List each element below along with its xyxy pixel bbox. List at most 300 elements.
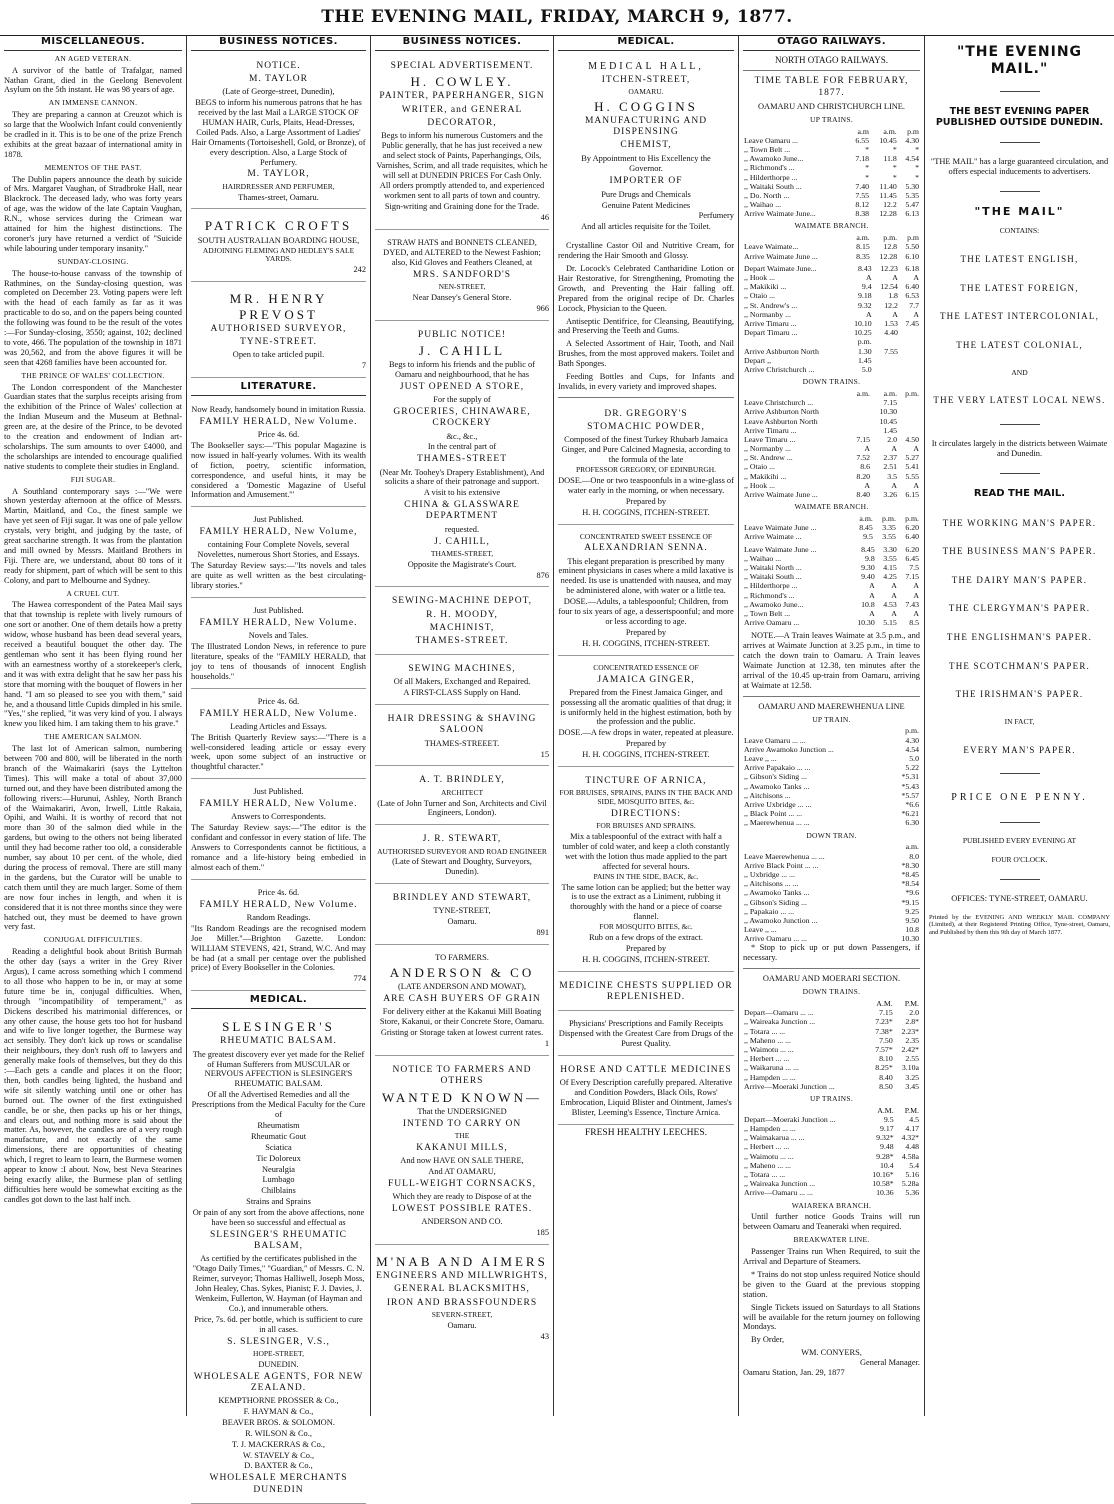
timetable-cell: 8.6 bbox=[860, 462, 871, 472]
timetable-cell: ,, Do. North ... bbox=[744, 190, 790, 200]
ad-text: The same lotion can be applied; but the better way is to use the extract as a Liniment, rubbing it thoroughly with the hand or a piece of coarse flannel. bbox=[561, 882, 731, 922]
timetable-note: NOTE.—A Train leaves Waimate at 3.5 p.m., and arrives at Waimate Junction at 3.25 p.m., in time to catch the down train to Oamaru. A Train leaves Waimate Junction at 12.38, ten minutes after the arrival of the 10.45 up-train from Oamaru, arriving at Waimate at 12.58. bbox=[743, 631, 920, 690]
timetable-cell: 6.55 bbox=[855, 135, 869, 145]
railway-notes bbox=[743, 1270, 920, 1332]
timetable-cell: 7.57* bbox=[875, 1044, 893, 1054]
section-heading: OTAGO RAILWAYS. bbox=[743, 36, 920, 51]
timetable-cell: 4.54 bbox=[905, 154, 919, 164]
timetable-cell: ,, Maheno ... ... bbox=[744, 1035, 791, 1045]
mail-offices: OFFICES: TYNE-STREET, OAMARU. bbox=[951, 893, 1088, 903]
timetable-cell: p.m. bbox=[905, 388, 919, 398]
timetable-cell: Arrive Timaru ... bbox=[744, 425, 797, 435]
timetable-cell: Arrive Waimate ... bbox=[744, 532, 802, 542]
article-text: A Southland contemporary says :—"We were shown yesterday afternoon at the office of Messrs. Martin, Maitland, and Co., the finest sample we have yet seen of Fiji sugar. It was one of pale yellow crystals, very bright, and judging by the taste, of great saccharine strength. It was from the plantation and mill owned by Messrs. Maitland Brothers in Fiji. There are, we understand, about 80 tons of it ready for shipment, part of which will be sent to this Colony, and part to Melbourne and Sydney. bbox=[4, 486, 182, 585]
timetable-cell: a.m. bbox=[859, 514, 873, 524]
timetable-cell bbox=[849, 426, 871, 435]
timetable-row bbox=[743, 252, 920, 261]
timetable-cell: 7.38* bbox=[875, 1026, 893, 1036]
timetable-row bbox=[743, 1045, 920, 1054]
ad-text: CHEMIST, bbox=[620, 140, 672, 151]
timetable-cell: ,, Herbert ... ... bbox=[744, 1142, 790, 1152]
timetable-cell: ,, Papakaio ... ... bbox=[744, 906, 795, 916]
timetable-cell: p.m. bbox=[883, 233, 898, 243]
timetable-cell: 10.30 bbox=[879, 407, 898, 417]
timetable-cell: 8.43 bbox=[858, 263, 872, 273]
timetable-cell: 8.40 bbox=[879, 1072, 893, 1082]
ad-text: And AT OAMARU, bbox=[428, 1166, 496, 1176]
timetable-cell: A bbox=[913, 309, 919, 319]
timetable-cell: 9.28* bbox=[876, 1151, 894, 1161]
timetable-cell: ,, Waitaki South ... bbox=[744, 181, 802, 191]
mail-text: AND bbox=[1011, 367, 1028, 377]
timetable-cell: A bbox=[891, 581, 897, 591]
ad-text: This elegant preparation is prescribed by many eminent physicians in cases where a mild laxative is needed. Its use is unattended with nausea, and may be administered alone, with water or a little tea. bbox=[558, 556, 734, 596]
ad-text: Of all the Advertised Remedies and all the Prescriptions from the Medical Faculty for the Cure of bbox=[191, 1090, 366, 1120]
timetable-cell: p.m. bbox=[882, 514, 896, 524]
timetable-row bbox=[743, 444, 920, 453]
timetable-waimate-branch bbox=[743, 233, 920, 261]
mail-imprint: Printed by the EVENING AND WEEKLY MAIL COMPANY (Limited), at their Registered Printing Office, Tyne-street, Oamaru, and Published by them this 9th day of March 1877. bbox=[929, 913, 1110, 936]
timetable-cell bbox=[743, 337, 846, 346]
timetable-cell: a.m. bbox=[856, 233, 870, 243]
timetable-row bbox=[743, 842, 920, 851]
timetable-row bbox=[743, 800, 920, 809]
timetable-row bbox=[743, 532, 920, 541]
timetable-cell: *9.6 bbox=[905, 888, 919, 898]
timetable-cell: ,, Hampden ... ... bbox=[744, 1124, 796, 1134]
timetable-cell bbox=[898, 398, 920, 407]
timetable-cell: Arrive—Moeraki Junction ... bbox=[744, 1081, 835, 1091]
timetable-cell: A bbox=[913, 590, 919, 600]
timetable-cell: 4.32* bbox=[901, 1133, 919, 1143]
timetable-cell: 8.25* bbox=[875, 1063, 893, 1073]
ad-title: FAMILY HERALD, New Volume. bbox=[199, 617, 358, 628]
ad-text: GROCERIES, CHINAWARE, CROCKERY bbox=[393, 407, 531, 429]
timetable-moeraki-up bbox=[743, 1106, 920, 1198]
ad-address: TYNE-STREET. bbox=[240, 337, 317, 348]
timetable-cell: 12.2 bbox=[883, 200, 897, 210]
timetable-cell: 4.17 bbox=[905, 1124, 919, 1134]
ad-text: Answers to Correspondents. bbox=[231, 812, 326, 822]
timetable-row bbox=[743, 145, 920, 154]
timetable-cell: 12.8 bbox=[883, 242, 898, 252]
ad-address: Oamaru. bbox=[447, 917, 477, 927]
ad-text: (LATE ANDERSON AND MOWAT), bbox=[398, 982, 526, 992]
timetable-cell: ,, Town Belt ... bbox=[744, 608, 791, 618]
timetable-cell: ,, Maerewhenua ... ... bbox=[744, 818, 810, 828]
ad-signature: S. SLESINGER, V.S., bbox=[227, 1336, 330, 1347]
timetable-cell: a.m. bbox=[883, 126, 897, 136]
timetable-cell: ,, Hilderthorpe ... bbox=[744, 172, 798, 182]
ad-text: Just Published. bbox=[253, 606, 304, 615]
timetable-cell: 10.30 bbox=[901, 934, 919, 944]
timetable-cell: 5.15 bbox=[883, 618, 897, 628]
timetable-cell: 5.30 bbox=[905, 181, 919, 191]
timetable-row bbox=[743, 273, 920, 282]
timetable-row bbox=[743, 554, 920, 563]
timetable-cell: A bbox=[864, 444, 871, 454]
timetable-cell: 4.30 bbox=[905, 735, 919, 745]
timetable-cell: 10.58* bbox=[872, 1179, 894, 1189]
timetable-cell: ,, Totara ... ... bbox=[744, 1026, 786, 1036]
timetable-cell: A bbox=[869, 608, 875, 618]
advertisement-crofts bbox=[191, 212, 366, 282]
mail-papers-item: THE DAIRY MAN'S PAPER. bbox=[951, 574, 1088, 585]
timetable-note: * Stop to pick up or put down Passengers, if necessary. bbox=[743, 943, 920, 963]
timetable-cell: A bbox=[891, 444, 898, 454]
timetable-cell bbox=[743, 726, 889, 735]
timetable-cell: a.m. bbox=[883, 388, 898, 398]
ad-title: HORSE AND CATTLE MEDICINES bbox=[560, 1064, 732, 1075]
ad-address: DUNEDIN. bbox=[258, 1359, 299, 1369]
ailment-item: Lumbago bbox=[262, 1175, 295, 1185]
timetable-cell bbox=[898, 426, 920, 435]
ad-text: MACHINIST, bbox=[429, 622, 495, 633]
timetable-cell: Leave Christchurch ... bbox=[744, 398, 814, 408]
timetable-cell: 10.45 bbox=[879, 416, 898, 426]
timetable-cell: ,, Hook ... bbox=[744, 273, 775, 283]
timetable-cell: 10.30 bbox=[857, 618, 875, 628]
timetable-cell: Arrive—Oamaru ... ... bbox=[744, 1188, 813, 1198]
mail-contents-list bbox=[929, 254, 1110, 350]
divider bbox=[1000, 91, 1040, 92]
timetable-cell: A bbox=[913, 480, 919, 490]
timetable-row bbox=[743, 182, 920, 191]
ad-title: HAIR DRESSING & SHAVING SALOON bbox=[387, 714, 537, 736]
agent-item: D. BAXTER & Co., bbox=[244, 1461, 313, 1471]
timetable-cell: Depart ,, bbox=[744, 355, 772, 365]
ad-text: Mix a tablespoonful of the extract with half a tumbler of cold water, and keep a cloth constantly wet with the lotion thus made applied to the part affected for several hours. bbox=[562, 832, 730, 871]
timetable-cell: A bbox=[892, 273, 898, 283]
timetable-cell bbox=[899, 337, 920, 346]
timetable-cell: Arrive Papakaio ... ... bbox=[744, 763, 811, 773]
timetable-cell bbox=[873, 356, 899, 365]
timetable-cell: ,, Hilderthorpe ... bbox=[744, 581, 798, 591]
ad-name: A. T. BRINDLEY, bbox=[419, 775, 505, 786]
ad-text: The greatest discovery ever yet made for the Relief of Human Sufferers from MUSCULAR or NERVOUS AFFECTION is SLESINGER'S RHEUMATIC BALSAM. bbox=[192, 1049, 365, 1089]
timetable-down-trains bbox=[743, 389, 920, 499]
mail-contents-item: THE LATEST INTERCOLONIAL, bbox=[939, 311, 1100, 322]
timetable-cell: 2.42* bbox=[901, 1044, 919, 1054]
timetable-cell: 8.5 bbox=[909, 618, 919, 628]
timetable-row bbox=[743, 1008, 920, 1017]
timetable-row bbox=[743, 818, 920, 827]
timetable-cell: 2.8* bbox=[905, 1017, 919, 1027]
timetable-cell bbox=[743, 1106, 864, 1115]
timetable-cell: Leave Waimate June ... bbox=[744, 544, 817, 554]
timetable-cell: ,, Awamoko Junction ... bbox=[744, 915, 818, 925]
divider bbox=[1000, 424, 1040, 425]
timetable-cell: *9.15 bbox=[901, 897, 919, 907]
advertisement-moody bbox=[375, 590, 549, 655]
mail-contents-item: THE VERY LATEST LOCAL NEWS. bbox=[933, 395, 1106, 406]
timetable-maerewhenua-up bbox=[743, 726, 920, 827]
ad-number: 966 bbox=[536, 303, 549, 313]
timetable-cell: 12.54 bbox=[880, 282, 898, 292]
timetable-note: Until further notice Goods Trains will run between Oamaru and Teaneraki when required. bbox=[743, 1212, 920, 1232]
timetable-cell: Arrive Christchurch ... bbox=[744, 364, 815, 374]
article-text: They are preparing a cannon at Creuzot which is so large that the Woolwich Infant could conveniently be cradled in it. This is to be one of the prize French exhibits at the great bazaar of international amity in 1878. bbox=[4, 110, 182, 159]
timetable-row bbox=[743, 1073, 920, 1082]
timetable-cell: 7.15 bbox=[879, 1008, 893, 1018]
timetable-cell: 7.50 bbox=[879, 1035, 893, 1045]
timetable-row bbox=[743, 426, 920, 435]
timetable-cell: Leave Timaru ... bbox=[744, 434, 796, 444]
timetable-subhead: UP TRAIN. bbox=[812, 714, 851, 724]
ad-number: 774 bbox=[353, 974, 366, 984]
mail-price: PRICE ONE PENNY. bbox=[951, 792, 1088, 804]
timetable-cell: 3.5 bbox=[887, 471, 898, 481]
section-heading: MISCELLANEOUS. bbox=[4, 36, 182, 51]
ad-text: Prepared from the Finest Jamaica Ginger, and possessing all the aromatic qualities of that drug; it is uniformly held in the highest estimation, both by the profession and the public. bbox=[560, 687, 732, 727]
timetable-cell: Leave Ashburton North bbox=[744, 416, 818, 426]
timetable-cell: p.m. bbox=[905, 514, 919, 524]
timetable-cell: 9.40 bbox=[861, 572, 875, 582]
timetable-row bbox=[743, 242, 920, 251]
ad-title: WANTED KNOWN— bbox=[382, 1089, 542, 1105]
ad-text: DECORATOR, bbox=[427, 117, 497, 128]
ad-text: Opposite the Magistrate's Court. bbox=[407, 559, 517, 569]
timetable-cell: 8.45 bbox=[861, 544, 875, 554]
advertisement-wanted bbox=[375, 1059, 549, 1245]
ad-text: SOUTH AUSTRALIAN BOARDING HOUSE, bbox=[197, 235, 360, 245]
timetable-row bbox=[743, 879, 920, 888]
timetable-cell: P.M. bbox=[904, 999, 919, 1008]
timetable-row bbox=[743, 545, 920, 554]
timetable-cell: 6.40 bbox=[905, 532, 919, 542]
timetable-row bbox=[743, 736, 920, 745]
agent-item: F. HAYMAN & Co., bbox=[243, 1406, 314, 1416]
timetable-cell: 1.53 bbox=[884, 318, 898, 328]
timetable-cell: 8.38 bbox=[855, 209, 869, 219]
section-heading: LITERATURE. bbox=[191, 381, 366, 396]
timetable-row bbox=[743, 1152, 920, 1161]
ad-title: DR. GREGORY'S bbox=[604, 408, 688, 419]
timetable-cell: Leave Waimate June ... bbox=[744, 523, 817, 533]
timetable-cell: A bbox=[866, 273, 872, 283]
timetable-cell: 9.8 bbox=[864, 553, 875, 563]
timetable-title: TIME TABLE FOR FEBRUARY, 1877. bbox=[754, 76, 909, 98]
ailment-item: Rheumatism bbox=[257, 1120, 300, 1130]
ad-signature: M. TAYLOR, bbox=[247, 169, 310, 180]
timetable-cell: 7.23* bbox=[875, 1017, 893, 1027]
timetable-moeraki-down bbox=[743, 999, 920, 1091]
ailment-item: Chilblains bbox=[261, 1186, 296, 1196]
timetable-row bbox=[743, 1036, 920, 1045]
timetable-cell: Depart Waimate June... bbox=[744, 263, 817, 273]
timetable-row bbox=[743, 163, 920, 172]
ad-text: JUST OPENED A STORE, bbox=[399, 382, 525, 393]
ad-text: The Illustrated London News, in reference to pure literature, speaks of the "FAMILY HERALD, that joy to tens of thousands of innocent English households." bbox=[191, 642, 366, 681]
ad-title: STOMACHIC POWDER, bbox=[587, 422, 705, 433]
timetable-cell: Arrive Awamoko Junction ... bbox=[744, 744, 834, 754]
timetable-cell: 8.20 bbox=[856, 471, 871, 481]
timetable-cell bbox=[898, 417, 920, 426]
ad-text: In the central part of bbox=[427, 442, 497, 452]
ad-name: MR. HENRY PREVOST bbox=[229, 291, 328, 322]
ad-text: KAKANUI MILLS, bbox=[416, 1142, 508, 1153]
ad-text: Leading Articles and Essays. bbox=[230, 721, 327, 731]
ad-text: Prepared by bbox=[625, 496, 667, 506]
article-text: A survivor of the battle of Trafalgar, named Nathan Grant, died in the Geelong Benevolent Asylum on the 5th instant. He was 98 years of age. bbox=[4, 65, 182, 95]
timetable-cell: 10.45 bbox=[879, 135, 897, 145]
article-text: The house-to-house canvass of the township of Rathmines, on the Sunday-closing question, was completed on December 23. Voting papers were left with the head of each family as far as it was practicable to do so, and on the papers being counted the following was found to be the result of the votes :—For Sunday-closing, 3550; against, 102; declined to vote, 466. The population of the township in 1871 was 20,562, and from the above figures it will be seen that 4268 families have been accounted for. bbox=[4, 268, 182, 367]
ad-text: Now Ready, handsomely bound in imitation Russia. bbox=[191, 404, 366, 414]
timetable-cell: 4.50 bbox=[905, 434, 919, 444]
article-title: CONJUGAL DIFFICULTIES. bbox=[43, 935, 143, 945]
product-item: Dr. Locock's Celebrated Cantharidine Lotion or Hair Restorative, for Strengthening, Promoting the Growth, and Preventing the Hair falling off. Prepared from the original recipe of Dr. Charles Locock, Physician to the Queen. bbox=[558, 264, 734, 313]
timetable-cell: 5.28a bbox=[901, 1179, 919, 1189]
timetable-cell: p.m. bbox=[857, 337, 872, 347]
divider bbox=[1000, 822, 1040, 823]
timetable-cell: ,, Waihao ... bbox=[744, 553, 782, 563]
timetable-cell: ,, Waimotu ... ... bbox=[744, 1044, 794, 1054]
timetable-cell: 1.45 bbox=[883, 425, 898, 435]
timetable-cell: Arrive Ashburton North bbox=[744, 346, 819, 356]
ad-text: (Late of George-street, Dunedin), bbox=[222, 87, 335, 97]
mail-contents-item: THE LATEST COLONIAL, bbox=[956, 339, 1083, 350]
advertisement-prescriptions bbox=[558, 1014, 734, 1056]
timetable-cell: ,, Waihao ... bbox=[744, 200, 782, 210]
mail-papers-list bbox=[929, 518, 1110, 700]
ad-text: ARCHITECT bbox=[440, 787, 484, 797]
ad-text: The Bookseller says:—"This popular Magazine is now issued in half-yearly volumes. With its wealth of fiction, poetry, scientific information, correspondence, and useful hints, it may be considered a 'Domestic Magazine of Useful Information and Amusement.'" bbox=[191, 440, 366, 500]
timetable-cell: Depart Timaru ... bbox=[744, 328, 798, 338]
timetable-cell: ,, Totara ... ... bbox=[744, 1170, 786, 1180]
timetable-subhead: DOWN TRAN. bbox=[806, 830, 857, 840]
ad-text: GENERAL BLACKSMITHS, bbox=[394, 1284, 530, 1295]
divider bbox=[743, 968, 920, 969]
timetable-subhead: WAIAREKA BRANCH. bbox=[791, 1200, 872, 1210]
timetable-row bbox=[743, 1179, 920, 1188]
column-medical bbox=[554, 36, 738, 1416]
timetable-cell: Leave ,, ... bbox=[744, 925, 777, 935]
product-list bbox=[558, 241, 734, 392]
timetable-cell: ,, Aitchisons ... bbox=[744, 790, 791, 800]
timetable-cell: 9.48 bbox=[880, 1142, 894, 1152]
timetable-cell: A bbox=[913, 581, 919, 591]
timetable-row bbox=[743, 328, 920, 337]
timetable-row bbox=[743, 1133, 920, 1142]
timetable-row bbox=[743, 319, 920, 328]
timetable-row bbox=[743, 572, 920, 581]
timetable-cell: 7.52 bbox=[856, 453, 871, 463]
timetable-subhead: WAIMATE BRANCH. bbox=[794, 221, 869, 231]
ad-text: "Its Random Readings are the recognised modern Joe Miller."—Brighton Gazette. London: WILLIAM STEVENS, 421, Strand, W.C. And may be had (at a small per centage over the published price) of Every Bookseller in the Colonies. bbox=[191, 923, 366, 973]
timetable-cell: ,, Normanby ... bbox=[744, 444, 791, 454]
timetable-row bbox=[743, 916, 920, 925]
ad-text: FOR BRUISES, SPRAINS, PAINS IN THE BACK AND SIDE, MOSQUITO BITES, &c. bbox=[559, 788, 733, 807]
article-title: A CRUEL CUT. bbox=[66, 588, 120, 598]
timetable-cell: 10.8 bbox=[861, 599, 875, 609]
timetable-cell: Arrive Waimate June... bbox=[744, 209, 816, 219]
advertisement-taylor bbox=[191, 55, 366, 210]
timetable-cell: 7.43 bbox=[905, 599, 919, 609]
ad-text: STRAW HATS and BONNETS CLEANED, DYED, and ALTERED to the Newest Fashion; also, Kid Gloves and Feathers Cleaned, at bbox=[383, 238, 541, 267]
ad-notice: NOTICE. bbox=[256, 60, 301, 71]
timetable-cell: Leave Oamaru ... ... bbox=[744, 735, 806, 745]
advertisement-cowley bbox=[375, 55, 549, 230]
timetable-cell: ,, Aitchisons ... ... bbox=[744, 879, 799, 889]
ad-text: CHINA & GLASSWARE DEPARTMENT bbox=[404, 500, 520, 522]
timetable-row bbox=[743, 481, 920, 490]
mail-papers-item: THE WORKING MAN'S PAPER. bbox=[942, 517, 1097, 528]
mail-text: FOUR O'CLOCK. bbox=[991, 854, 1048, 864]
mail-title: "THE MAIL" bbox=[974, 205, 1065, 219]
mail-tagline: THE BEST EVENING PAPER PUBLISHED OUTSIDE DUNEDIN. bbox=[935, 106, 1104, 129]
ad-text: The British Quarterly Review says:—"There is a well-considered leading article or essay every week, upon some subject of an instructive or thoughtful character." bbox=[191, 732, 366, 772]
timetable-subhead: UP TRAINS. bbox=[809, 1093, 853, 1103]
timetable-cell: 5.47 bbox=[905, 200, 919, 210]
timetable-cell: 3.10a bbox=[901, 1063, 919, 1073]
ad-text: DOSE.—Adults, a tablespoonful; Children, from four to six years of age, a dessertspoonful; and more or less according to age. bbox=[558, 597, 734, 626]
timetable-row bbox=[743, 934, 920, 943]
timetable-cell: 2.37 bbox=[883, 453, 898, 463]
divider bbox=[558, 397, 734, 398]
timetable-row bbox=[743, 398, 920, 407]
ad-address: THAMES-STREET bbox=[416, 454, 508, 465]
timetable-row bbox=[743, 726, 920, 735]
ad-title: FAMILY HERALD, New Volume. bbox=[199, 708, 358, 719]
mail-title: "THE EVENING MAIL." bbox=[956, 44, 1083, 77]
timetable-row bbox=[743, 618, 920, 627]
timetable-cell: 10.8 bbox=[905, 925, 919, 935]
timetable-cell: Arrive Black Point ... ... bbox=[744, 860, 819, 870]
ad-number: 1 bbox=[544, 1039, 549, 1049]
railway-title: NORTH OTAGO RAILWAYS. bbox=[775, 54, 888, 65]
divider bbox=[1000, 879, 1040, 880]
timetable-row bbox=[743, 609, 920, 618]
literature-ad bbox=[191, 782, 366, 880]
timetable-cell bbox=[743, 127, 848, 136]
masthead: THE EVENING MAIL, FRIDAY, MARCH 9, 1877. bbox=[321, 7, 793, 27]
article-title: AN AGED VETERAN. bbox=[54, 53, 132, 63]
timetable-cell: ,, Awamoko Tanks ... bbox=[744, 888, 810, 898]
timetable-row bbox=[743, 1188, 920, 1197]
timetable-cell: 5.16 bbox=[905, 1170, 919, 1180]
timetable-cell: Leave ,, ... bbox=[744, 754, 777, 764]
ad-text: IRON AND BRASSFOUNDERS bbox=[386, 1297, 538, 1308]
ad-text: The Saturday Review says:—"Its novels and tales are quite as well written as the best circulating-library stories." bbox=[191, 561, 366, 591]
article-title: THE PRINCE OF WALES' COLLECTION. bbox=[21, 370, 165, 380]
timetable-cell: A bbox=[891, 590, 897, 600]
timetable-cell: ,, Awamoko June... bbox=[744, 154, 804, 164]
timetable-maerewhenua-down bbox=[743, 842, 920, 943]
ad-title: JAMAICA GINGER, bbox=[597, 674, 695, 685]
ad-text: LOWEST POSSIBLE RATES. bbox=[391, 1203, 533, 1214]
timetable-row bbox=[743, 1161, 920, 1170]
timetable-cell: 3.25 bbox=[905, 1072, 919, 1082]
advertisement-stewart bbox=[375, 828, 549, 884]
ad-number: 7 bbox=[361, 361, 366, 371]
ad-text: By Appointment to His Excellency the bbox=[581, 153, 711, 163]
timetable-cell: 6.10 bbox=[905, 251, 919, 261]
timetable-cell: *5.43 bbox=[901, 781, 919, 791]
timetable-cell bbox=[743, 514, 851, 523]
agent-item: R. WILSON & Co., bbox=[245, 1428, 312, 1438]
ad-text: containing Four Complete Novels, several Novelettes, numerous Short Stories, and Essays. bbox=[197, 540, 360, 560]
ad-text: That the UNDERSIGNED bbox=[417, 1106, 507, 1116]
timetable-row bbox=[743, 291, 920, 300]
timetable-cell: A bbox=[869, 590, 875, 600]
agent-item: T. J. MACKERRAS & Co., bbox=[232, 1439, 325, 1449]
advertisement-saloon bbox=[375, 708, 549, 766]
timetable-cell: ,, Awamoko June... bbox=[744, 599, 804, 609]
timetable-cell: 3.26 bbox=[883, 490, 898, 499]
timetable-cell: 5.0 bbox=[861, 364, 872, 374]
timetable-cell: A.M. bbox=[876, 999, 893, 1008]
ad-text: THE bbox=[454, 1130, 470, 1140]
